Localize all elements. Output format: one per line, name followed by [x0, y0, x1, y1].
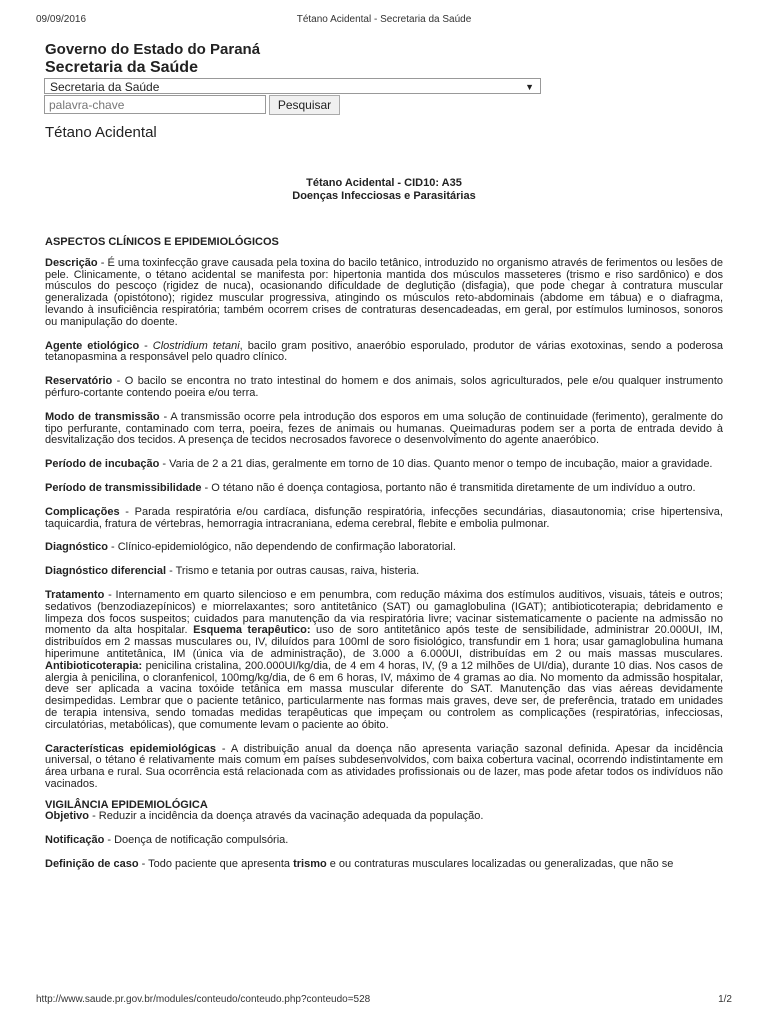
- paragraph-complicacoes: [45, 507, 723, 531]
- label-agente: Agente etiológico: [45, 339, 140, 352]
- label-objetivo: Objetivo: [45, 810, 90, 823]
- section-select-value: Secretaria da Saúde: [50, 80, 160, 94]
- document-heading-category: Doenças Infecciosas e Parasitárias: [292, 190, 476, 202]
- label-definicao: Definição de caso: [45, 858, 139, 871]
- text-agente: , bacilo gram positivo, anaeróbio esporulado, produtor de várias exotoxinas, sendo a poderosa tetanopasmina a responsável pelo quadro clínico.: [45, 339, 723, 364]
- text-caracteristicas: - A distribuição anual da doença não apresenta variação sazonal definida. Apesar da incidência universal, o tétano é relativamente mais comum em países subdesenvolvidos, com baixa cobertura vacinal, ocorrendo indistintamente em área urbana e rural. Sua ocorrência está relacionada com as atividades profissionais ou de lazer, mas pode afetar todos os indivíduos não vacinados.: [45, 742, 723, 790]
- label-transmissibilidade: Período de transmissibilidade: [45, 481, 202, 494]
- label-caracteristicas: Características epidemiológicas: [45, 742, 216, 755]
- text-modo: - A transmissão ocorre pela introdução dos esporos em uma solução de continuidade (ferimento), geralmente do tipo perfurante, contaminado com terra, poeira, fezes de animais ou humanas. Queimaduras podem ser a porta de entrada devido à desvitalização dos tecidos. A presença de tecidos necrosados favorece o desenvolvimento do agente anaeróbico.: [45, 410, 723, 447]
- search-input[interactable]: [44, 95, 266, 114]
- label-tratamento: Tratamento: [45, 588, 105, 601]
- site-header: [45, 41, 260, 77]
- document-heading: [0, 177, 768, 203]
- paragraph-reservatorio: [45, 376, 723, 400]
- text-complicacoes: - Parada respiratória e/ou cardíaca, disfunção respiratória, infecções secundárias, diasautonomia; crise hipertensiva, taquicardia, fratura de vértebras, hemorragia intracraniana, edema cerebral, flebite e embolia pulmonar.: [45, 505, 723, 530]
- section-select[interactable]: [44, 78, 541, 94]
- text-transmissibilidade: - O tétano não é doença contagiosa, portanto não é transmitida diretamente de um indivíduo a outro.: [201, 481, 696, 494]
- label-modo: Modo de transmissão: [45, 410, 160, 423]
- print-header: [36, 14, 732, 28]
- document-heading-cid: Tétano Acidental - CID10: A35: [306, 177, 462, 189]
- text-reservatorio: - O bacilo se encontra no trato intestinal do homem e dos animais, solos agriculturados, pele e/ou qualquer instrumento pérfuro-cortante contendo poeira e/ou terra.: [45, 375, 723, 399]
- secretariat-name: Secretaria da Saúde: [45, 59, 198, 76]
- keyword-trismo: trismo: [293, 858, 327, 871]
- section-title-surveillance: VIGILÂNCIA EPIDEMIOLÓGICA: [45, 798, 208, 811]
- print-page-number: 1/2: [718, 994, 732, 1005]
- paragraph-incubacao: [45, 459, 723, 471]
- print-footer: [36, 994, 732, 1008]
- paragraph-modo: [45, 412, 723, 447]
- text-incubacao: - Varia de 2 a 21 dias, geralmente em torno de 10 dias. Quanto menor o tempo de incubação, maior a gravidade.: [159, 458, 713, 471]
- page-title: Tétano Acidental: [45, 124, 157, 141]
- government-name: Governo do Estado do Paraná: [45, 41, 261, 58]
- label-complicacoes: Complicações: [45, 505, 120, 518]
- paragraph-tratamento: Tratamento - Internamento em quarto silencioso e em penumbra, com redução máxima dos estímulos auditivos, visuais, táteis e outros; sedativos (benzodiazepínicos) e miorrelaxantes; soro antitetânico (SAT) ou gamaglobulina (IGAT); antibioticoterapia; debridamento e limpeza dos focos suspeitos; cuidados para manutenção da via respiratória livre; vacinar sistematicamente o paciente na admissão no momento da alta hospitalar. Esquema terapêutico: uso de soro antitetânico após teste de sensibilidade, administrar 20.000UI, IM, distribuídos em 2 massas musculares ou, IV, diluídos para 100ml de soro fisiológico, transfundir em 1 hora; usar gamaglobulina humana hiperimune antitetânica, IM (única via de administração), de 3.000 a 6.000UI, distribuídas em 2 ou mais massas musculares. Antibioticoterapia: penicilina cristalina, 200.000UI/kg/dia, de 4 em 4 horas, IV, (9 a 12 milhões de UI/dia), durante 10 dias. Nos casos de alergia à penicilina, o cloranfenicol, 100mg/kg/dia, de 6 em 6 horas, IV, máximo de 4 gramas ao dia. No momento da admissão hospitalar, deve ser aplicada a vacina toxóide tetânica em massa muscular diferente do SAT. Manutenção das vias aéreas devidamente desimpedidas. Lembrar que o paciente tetânico, particularmente nas formas mais graves, deve ser, de preferência, tratado em unidades de terapia intensiva, sendo tomadas medidas terapêuticas que impeçam ou controlem as complicações (respiratórias, infecciosas, circulatórias, metabólicas), que comumente levam o paciente ao óbito.: [45, 588, 723, 731]
- paragraph-notificacao: [45, 835, 723, 847]
- paragraph-caracteristicas: [45, 744, 723, 791]
- print-url: http://www.saude.pr.gov.br/modules/conteudo/conteudo.php?conteudo=528: [36, 994, 371, 1005]
- paragraph-definicao: Definição de caso - Todo paciente que apresenta trismo e ou contraturas musculares localizadas ou generalizadas, que não se: [45, 858, 674, 871]
- label-notificacao: Notificação: [45, 834, 105, 847]
- dropdown-arrow-icon: ▼: [525, 82, 534, 92]
- document-content: [45, 237, 723, 871]
- label-antibio: Antibioticoterapia:: [45, 659, 143, 672]
- text-diagnostico: - Clínico-epidemiológico, não dependendo de confirmação laboratorial.: [107, 541, 456, 554]
- paragraph-objetivo: [45, 811, 723, 823]
- text-diferencial: - Trismo e tetania por outras causas, raiva, histeria.: [166, 565, 420, 578]
- paragraph-diagnostico: [45, 542, 723, 554]
- print-date: 09/09/2016: [36, 14, 87, 25]
- section-title-clinical: ASPECTOS CLÍNICOS E EPIDEMIOLÓGICOS: [45, 236, 279, 248]
- paragraph-agente: Agente etiológico - Clostridium tetani, bacilo gram positivo, anaeróbio esporulado, produtor de várias exotoxinas, sendo a poderosa tetanopasmina a responsável pelo quadro clínico.: [45, 339, 723, 364]
- label-reservatorio: Reservatório: [45, 375, 113, 388]
- organism-name: Clostridium tetani: [152, 339, 240, 352]
- print-title: Tétano Acidental - Secretaria da Saúde: [296, 14, 472, 25]
- label-incubacao: Período de incubação: [45, 458, 160, 471]
- paragraph-diferencial: [45, 566, 723, 578]
- text-notificacao: - Doença de notificação compulsória.: [104, 834, 289, 847]
- label-descricao: Descrição: [45, 256, 98, 269]
- label-diagnostico: Diagnóstico: [45, 541, 108, 554]
- paragraph-transmissibilidade: [45, 483, 723, 495]
- label-esquema: Esquema terapêutico:: [193, 624, 311, 637]
- text-descricao: - É uma toxinfecção grave causada pela toxina do bacilo tetânico, introduzido no organismo através de ferimentos ou lesões de pele. Clinicamente, o tétano acidental se manifesta por: hipertonia mantida dos músculos masseteres (trismo e riso sardônico) e dos músculos do pescoço (rigidez de nuca), ocasionando dificuldade de deglutição (disfagia), que pode chegar à contratura muscular generalizada (opistótono); rigidez muscular progressiva, atingindo os músculos reto-abdominais (abdome em tábua) e o diafragma, levando à insuficiência respiratória; também ocorrem crises de contraturas desencadeadas, em geral, por estímulos luminosos, sonoros ou manipulação do doente.: [45, 256, 723, 328]
- paragraph-descricao: [45, 258, 723, 329]
- search-button[interactable]: Pesquisar: [269, 95, 340, 115]
- text-objetivo: - Reduzir a incidência da doença através da vacinação adequada da população.: [89, 810, 484, 823]
- label-diferencial: Diagnóstico diferencial: [45, 565, 167, 578]
